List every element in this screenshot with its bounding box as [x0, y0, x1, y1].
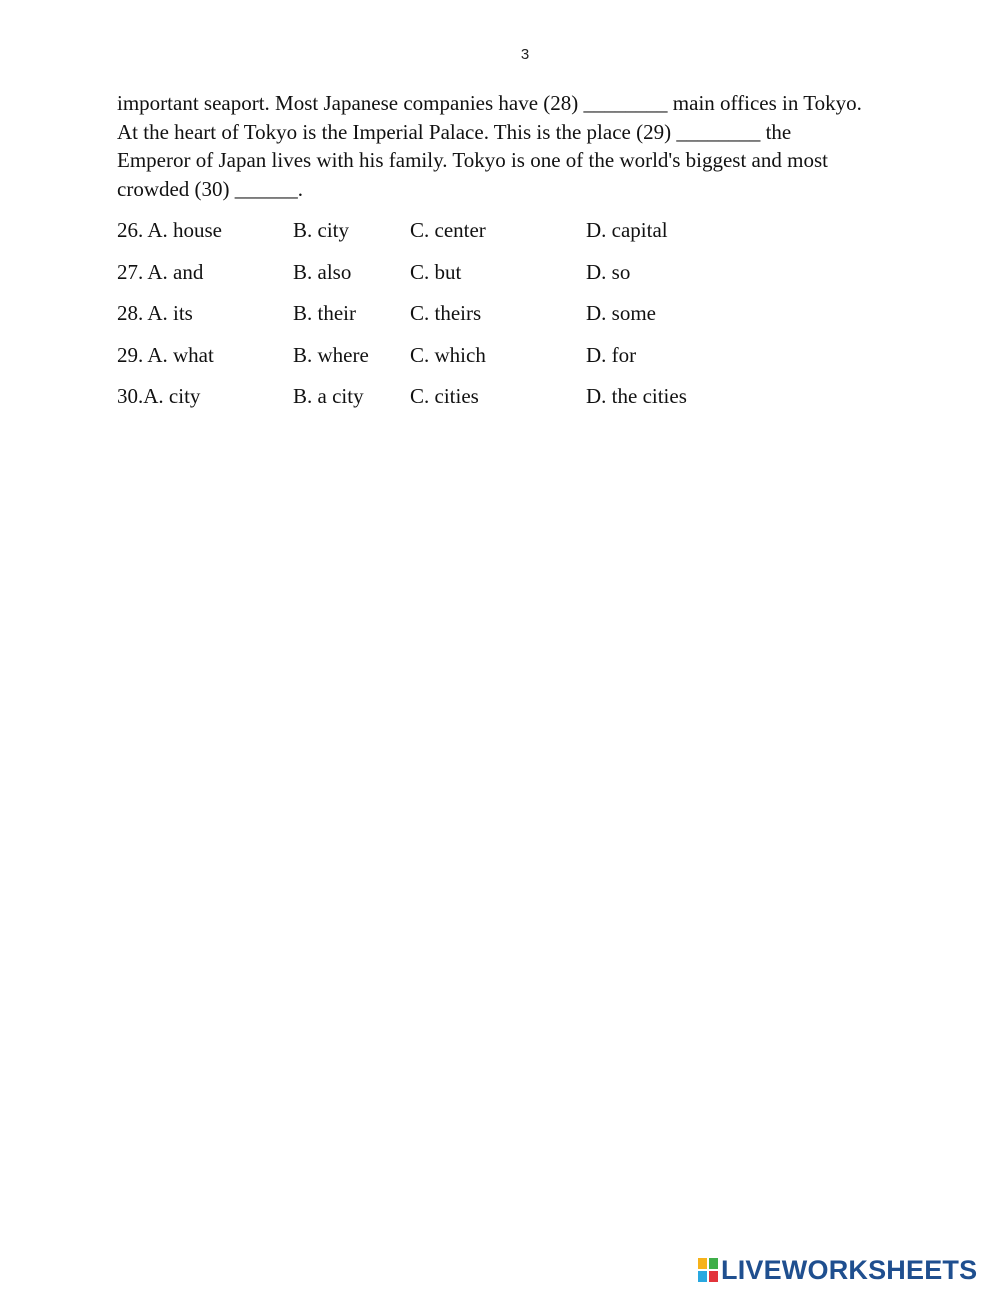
question-row-30	[117, 380, 837, 422]
option-c: C. which	[410, 342, 486, 367]
option-d: D. so	[586, 259, 631, 284]
liveworksheets-logo	[697, 1255, 977, 1285]
option-d: D. capital	[586, 218, 668, 242]
option-b: B. city	[293, 218, 349, 242]
page-number: 3	[520, 46, 530, 63]
option-c: C. center	[410, 218, 486, 242]
option-b: B. their	[293, 301, 356, 325]
option-b: B. a city	[293, 384, 364, 408]
option-c: C. cities	[410, 384, 479, 408]
question-row-27	[117, 256, 837, 298]
liveworksheets-logo-icon	[697, 1257, 719, 1283]
logo-text: LIVEWORKSHEETS	[721, 1254, 978, 1285]
question-row-29	[117, 339, 837, 381]
option-d: D. the cities	[586, 384, 687, 408]
passage-line: Emperor of Japan lives with his family. Tokyo is one of the world's biggest and most	[117, 148, 828, 172]
option-a: 27. A. and	[117, 259, 204, 284]
option-b: B. also	[293, 259, 352, 284]
option-d: D. some	[586, 301, 656, 325]
option-a: 29. A. what	[117, 342, 214, 367]
passage-text	[117, 89, 947, 203]
option-d: D. for	[586, 342, 637, 367]
passage-line: important seaport. Most Japanese companies have (28) ________ main offices in Tokyo.	[117, 91, 862, 115]
option-c: C. but	[410, 259, 462, 284]
passage-line: At the heart of Tokyo is the Imperial Palace. This is the place (29) ________ the	[117, 119, 792, 144]
option-b: B. where	[293, 342, 369, 367]
passage-line: crowded (30) ______.	[117, 176, 304, 201]
option-c: C. theirs	[410, 301, 482, 325]
answer-options	[117, 214, 837, 422]
option-a: 28. A. its	[117, 301, 193, 325]
option-a: 26. A. house	[117, 218, 222, 242]
option-a: 30.A. city	[117, 384, 201, 408]
question-row-26	[117, 214, 837, 256]
question-row-28	[117, 297, 837, 339]
